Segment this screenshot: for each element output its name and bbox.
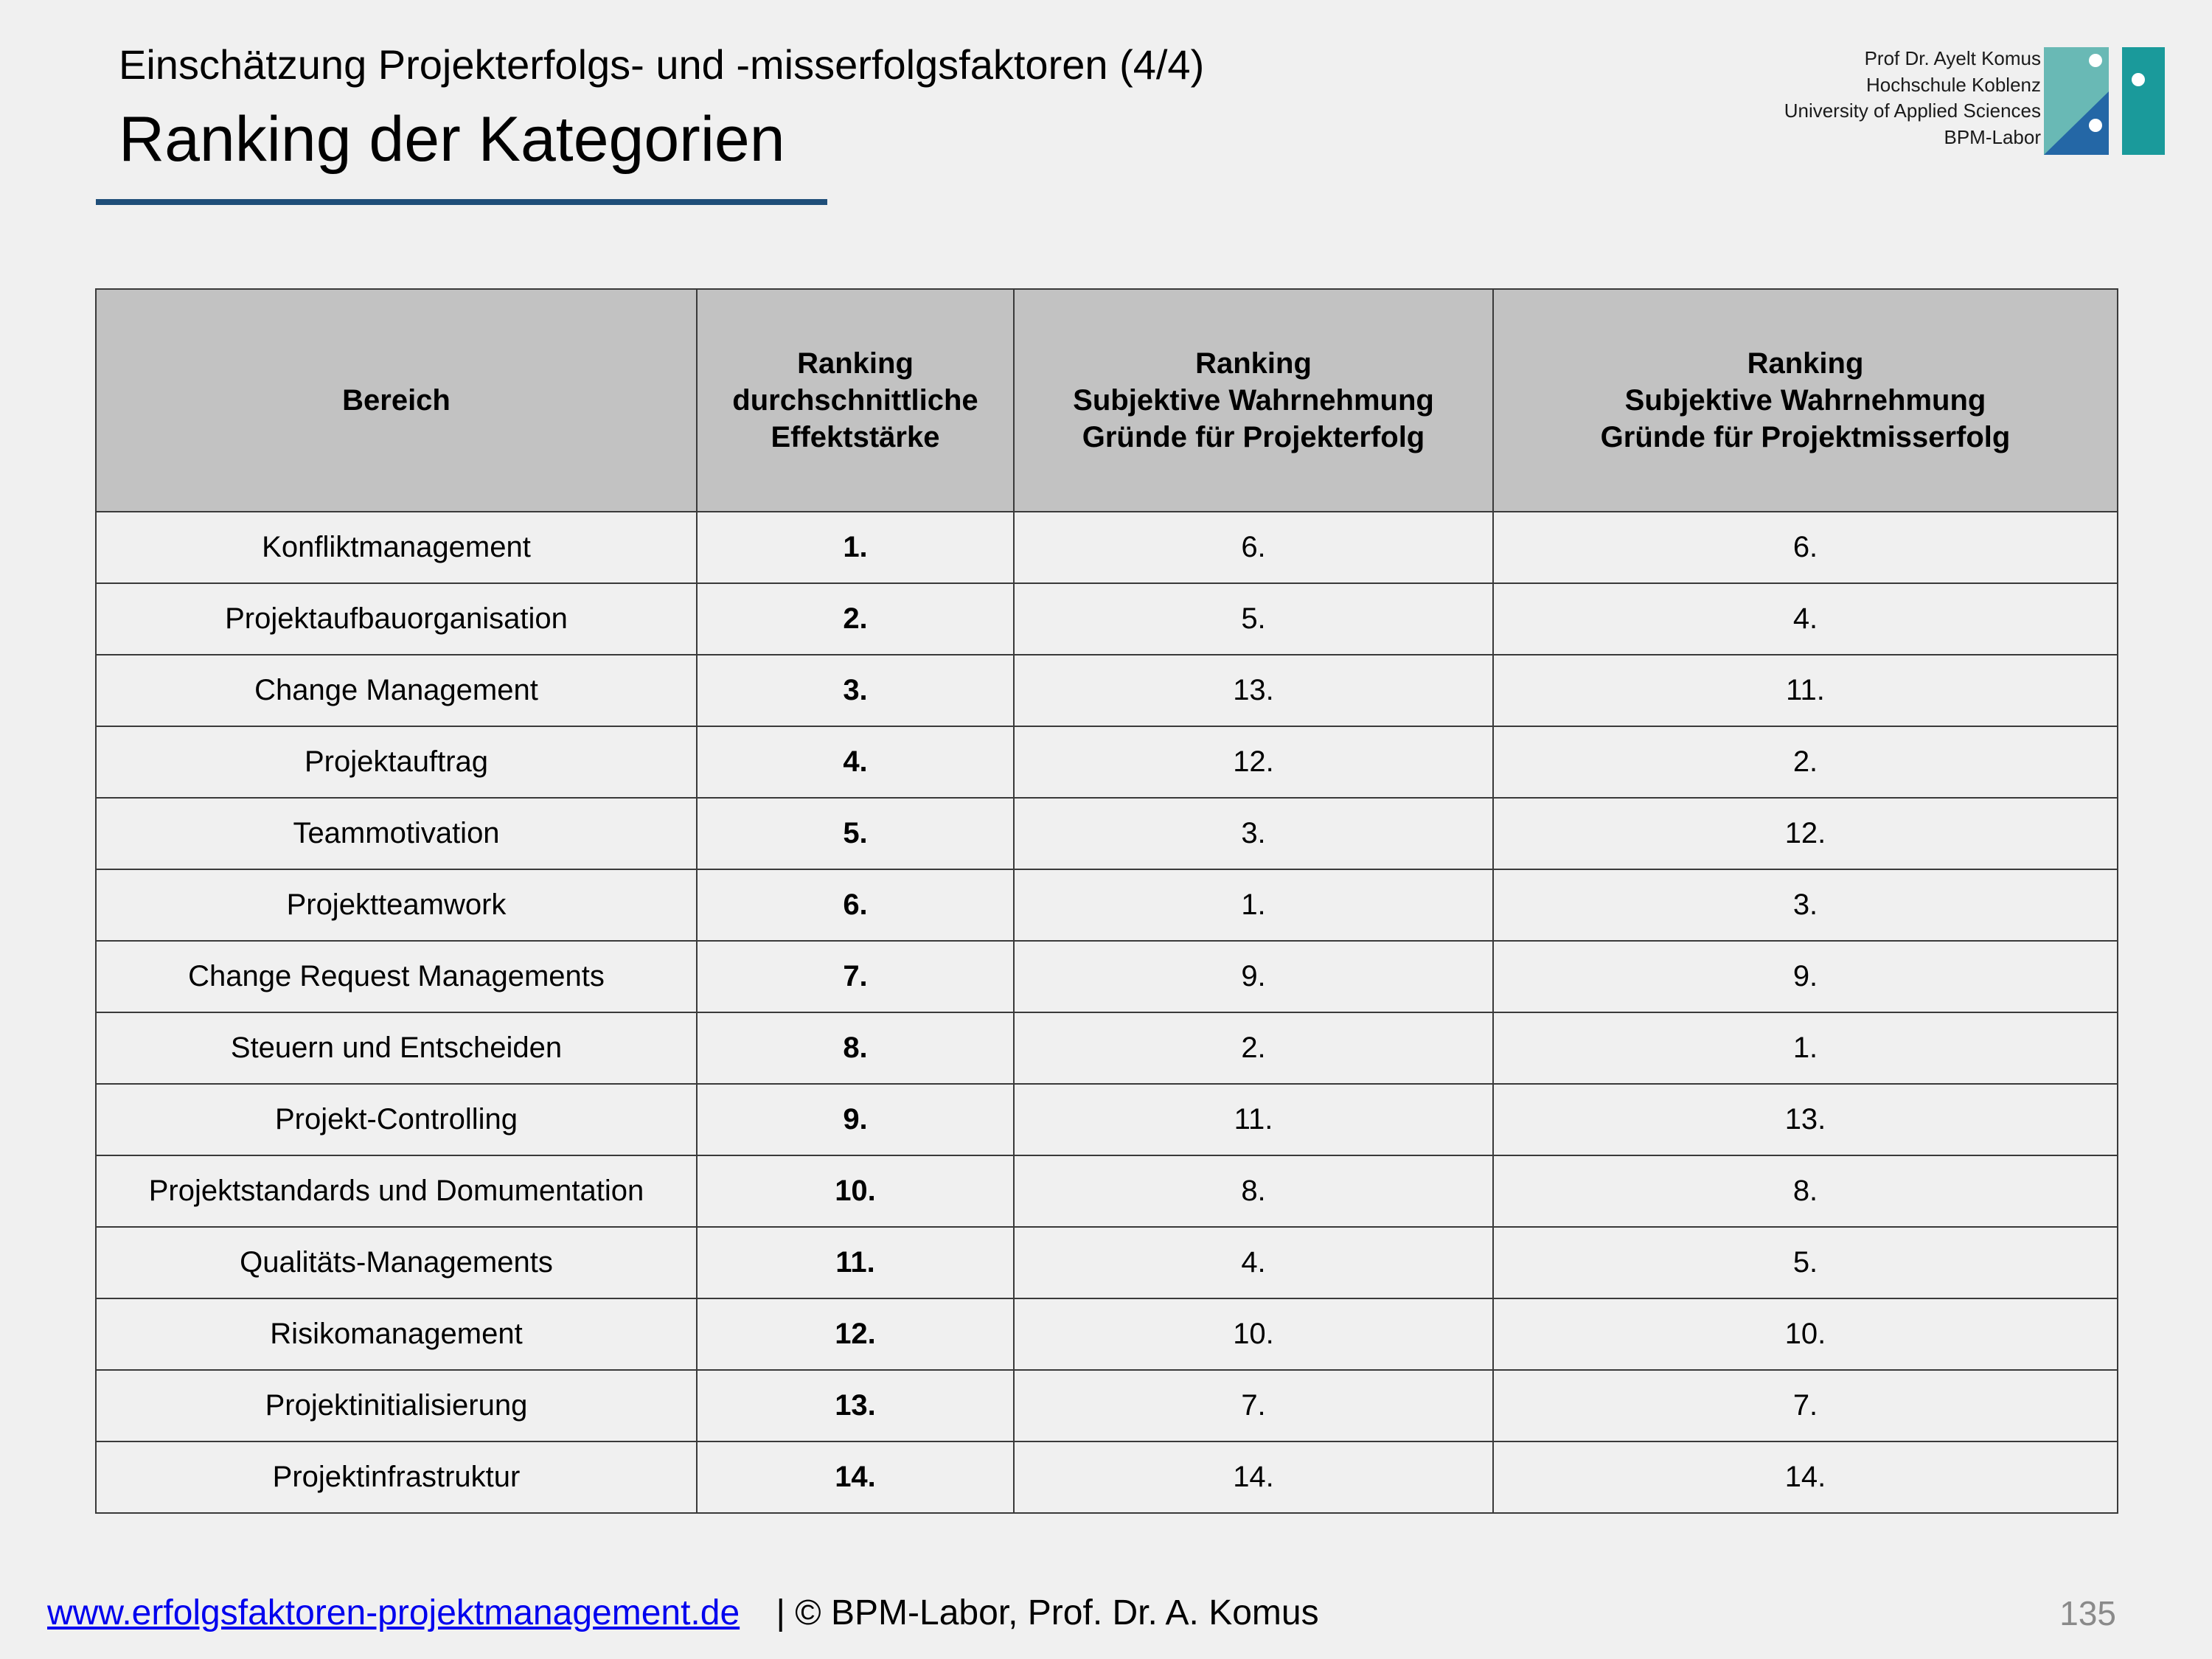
cell-rank-erfolg: 3. (1014, 798, 1493, 869)
author-block (1784, 46, 2041, 150)
cell-bereich: Projektaufbauorganisation (96, 583, 697, 655)
cell-rank-effekt: 1. (697, 512, 1014, 583)
cell-rank-erfolg: 11. (1014, 1084, 1493, 1155)
cell-rank-erfolg: 9. (1014, 941, 1493, 1012)
cell-rank-effekt: 12. (697, 1298, 1014, 1370)
cell-rank-erfolg: 14. (1014, 1441, 1493, 1513)
table-row (96, 798, 2118, 869)
copyright-text: | © BPM-Labor, Prof. Dr. A. Komus (776, 1593, 1319, 1632)
cell-rank-effekt: 13. (697, 1370, 1014, 1441)
cell-rank-effekt: 14. (697, 1441, 1014, 1513)
cell-bereich: Change Management (96, 655, 697, 726)
slide-title: Ranking der Kategorien (119, 104, 785, 175)
cell-rank-misserfolg: 1. (1493, 1012, 2118, 1084)
logo-teal-bar (2122, 47, 2165, 155)
table-row (96, 1084, 2118, 1155)
cell-rank-misserfolg: 8. (1493, 1155, 2118, 1227)
hochschule-koblenz-logo-icon (2044, 47, 2165, 155)
cell-bereich: Teammotivation (96, 798, 697, 869)
page-number: 135 (2059, 1594, 2116, 1632)
cell-rank-misserfolg: 7. (1493, 1370, 2118, 1441)
cell-bereich: Qualitäts-Managements (96, 1227, 697, 1298)
title-underline (96, 199, 827, 205)
cell-rank-misserfolg: 2. (1493, 726, 2118, 798)
cell-rank-effekt: 11. (697, 1227, 1014, 1298)
cell-rank-misserfolg: 10. (1493, 1298, 2118, 1370)
cell-rank-erfolg: 12. (1014, 726, 1493, 798)
cell-rank-erfolg: 2. (1014, 1012, 1493, 1084)
cell-rank-erfolg: 13. (1014, 655, 1493, 726)
cell-rank-effekt: 6. (697, 869, 1014, 941)
table-row (96, 1227, 2118, 1298)
cell-rank-erfolg: 4. (1014, 1227, 1493, 1298)
table-row (96, 655, 2118, 726)
table-header-row (96, 289, 2118, 512)
cell-rank-misserfolg: 3. (1493, 869, 2118, 941)
cell-rank-misserfolg: 4. (1493, 583, 2118, 655)
cell-rank-effekt: 4. (697, 726, 1014, 798)
cell-bereich: Change Request Managements (96, 941, 697, 1012)
author-name: Prof Dr. Ayelt Komus (1864, 47, 2041, 69)
column-header-effektstaerke: Ranking durchschnittliche Effektstärke (697, 289, 1014, 512)
cell-rank-effekt: 8. (697, 1012, 1014, 1084)
table-row (96, 1155, 2118, 1227)
table-row (96, 512, 2118, 583)
cell-bereich: Projektauftrag (96, 726, 697, 798)
cell-rank-erfolg: 1. (1014, 869, 1493, 941)
institution-name: Hochschule Koblenz (1865, 73, 2041, 96)
cell-bereich: Projektteamwork (96, 869, 697, 941)
table-row (96, 1370, 2118, 1441)
institution-subtitle: University of Applied Sciences (1784, 100, 2041, 122)
cell-rank-misserfolg: 5. (1493, 1227, 2118, 1298)
cell-rank-erfolg: 8. (1014, 1155, 1493, 1227)
cell-rank-effekt: 5. (697, 798, 1014, 869)
cell-rank-effekt: 10. (697, 1155, 1014, 1227)
table-row (96, 1298, 2118, 1370)
cell-bereich: Steuern und Entscheiden (96, 1012, 697, 1084)
cell-rank-misserfolg: 12. (1493, 798, 2118, 869)
cell-rank-effekt: 3. (697, 655, 1014, 726)
cell-rank-misserfolg: 11. (1493, 655, 2118, 726)
cell-rank-erfolg: 10. (1014, 1298, 1493, 1370)
table-row (96, 583, 2118, 655)
cell-bereich: Projektinitialisierung (96, 1370, 697, 1441)
column-header-projekterfolg: Ranking Subjektive Wahrnehmung Gründe für Projekterfolg (1014, 289, 1493, 512)
table-row (96, 941, 2118, 1012)
slide-subtitle: Einschätzung Projekterfolgs- und -misserfolgsfaktoren (4/4) (119, 41, 1205, 88)
cell-rank-misserfolg: 6. (1493, 512, 2118, 583)
cell-bereich: Projektstandards und Domumentation (96, 1155, 697, 1227)
table-row (96, 869, 2118, 941)
cell-rank-misserfolg: 14. (1493, 1441, 2118, 1513)
website-link[interactable]: www.erfolgsfaktoren-projektmanagement.de (47, 1593, 740, 1632)
logo-dot (2132, 73, 2145, 86)
cell-rank-erfolg: 6. (1014, 512, 1493, 583)
lab-name: BPM-Labor (1944, 125, 2041, 148)
footer (47, 1591, 1319, 1635)
cell-bereich: Konfliktmanagement (96, 512, 697, 583)
column-header-projektmisserfolg: Ranking Subjektive Wahrnehmung Gründe für Projektmisserfolg (1493, 289, 2118, 512)
cell-bereich: Projekt-Controlling (96, 1084, 697, 1155)
cell-rank-erfolg: 7. (1014, 1370, 1493, 1441)
table-row (96, 1441, 2118, 1513)
table-row (96, 1012, 2118, 1084)
cell-rank-misserfolg: 13. (1493, 1084, 2118, 1155)
cell-bereich: Projektinfrastruktur (96, 1441, 697, 1513)
cell-rank-effekt: 2. (697, 583, 1014, 655)
cell-bereich: Risikomanagement (96, 1298, 697, 1370)
cell-rank-effekt: 9. (697, 1084, 1014, 1155)
ranking-table (95, 288, 2118, 1514)
cell-rank-erfolg: 5. (1014, 583, 1493, 655)
logo-dot (2089, 119, 2102, 132)
table-row (96, 726, 2118, 798)
logo-dot (2089, 54, 2102, 67)
cell-rank-misserfolg: 9. (1493, 941, 2118, 1012)
cell-rank-effekt: 7. (697, 941, 1014, 1012)
column-header-bereich: Bereich (96, 289, 697, 512)
